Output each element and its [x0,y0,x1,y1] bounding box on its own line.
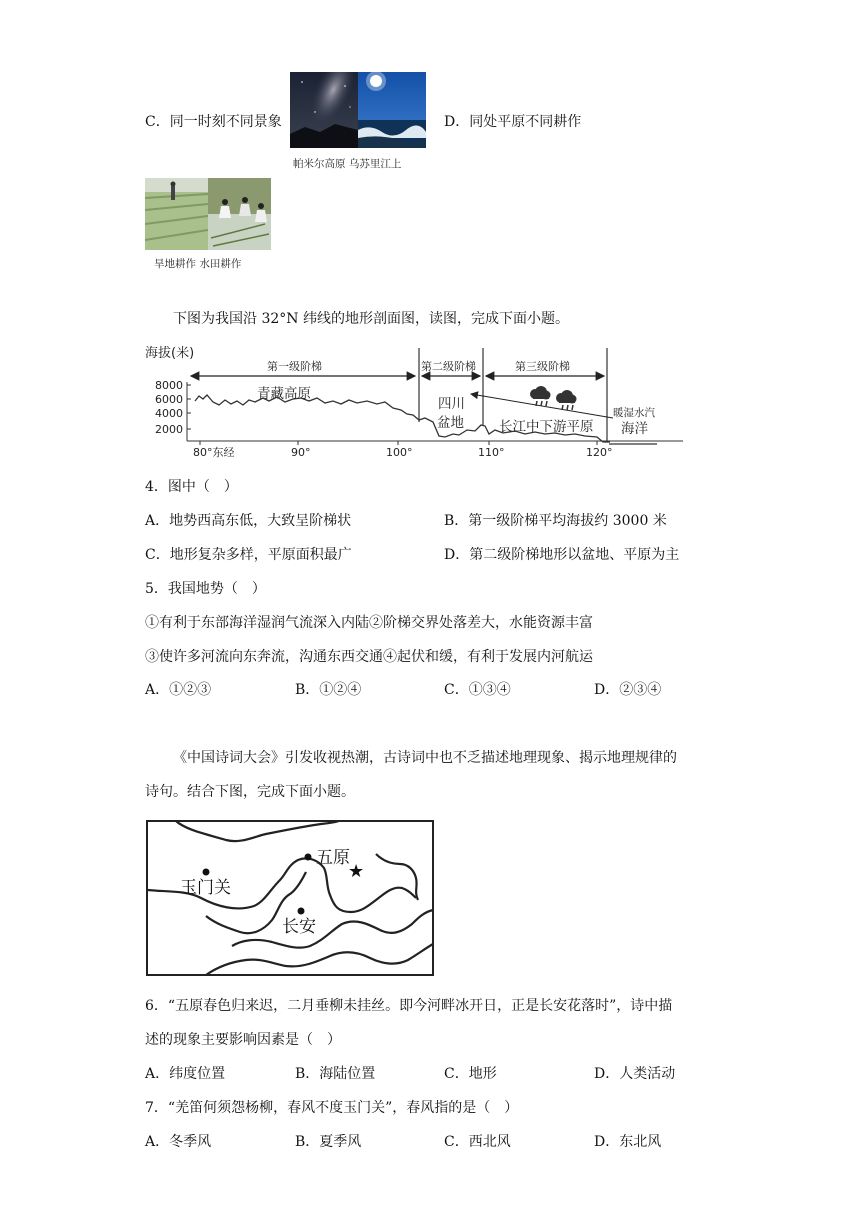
rain-cloud-icon [556,390,577,410]
q6-option-a[interactable]: A．纬度位置 [145,1066,226,1082]
basin-label-2: 盆地 [437,415,464,431]
wuyuan-label: 五原 [316,848,350,868]
q6-line-1: 6．“五原春色归来迟，二月垂柳未挂丝。即今河畔冰开日，正是长安花落时”，诗中描 [145,998,673,1014]
q7-stem: 7．“羌笛何须怨杨柳，春风不度玉门关”，春风指的是（ ） [145,1100,519,1116]
plain-label: 长江中下游平原 [499,419,594,435]
photo-farming [145,178,271,250]
q5-option-d[interactable]: D．②③④ [594,682,662,698]
xtick: 80°东经 [193,446,235,459]
basin-label-1: 四川 [438,396,465,412]
passage-poetry-line2: 诗句。结合下图，完成下面小题。 [145,784,355,800]
changan-dot [298,908,305,915]
yumenguan-label: 玉门关 [180,878,231,898]
ocean-label: 海洋 [621,421,648,437]
ytick: 2000 [155,423,183,436]
photo1-caption: 帕米尔高原 乌苏里江上 [293,158,402,170]
q4-stem: 4．图中（ ） [145,479,238,495]
xtick: 100° [386,446,413,459]
q4-option-d[interactable]: D．第二级阶梯地形以盆地、平原为主 [444,547,680,563]
ytick: 8000 [155,379,183,392]
rain-cloud-icon [530,386,551,406]
q5-stem: 5．我国地势（ ） [145,581,266,597]
q6-line-2: 述的现象主要影响因素是（ ） [145,1032,341,1048]
step3-label: 第三级阶梯 [515,360,570,373]
map-frame [147,821,433,975]
yumenguan-dot [203,869,210,876]
q4-option-b[interactable]: B．第一级阶梯平均海拔约 3000 米 [444,513,667,529]
q7-option-d[interactable]: D．东北风 [594,1134,662,1150]
ytick: 4000 [155,407,183,420]
xtick: 110° [478,446,505,459]
xtick: 90° [291,446,311,459]
plateau-label: 青藏高原 [257,386,311,402]
q4-option-c[interactable]: C．地形复杂多样，平原面积最广 [145,547,352,563]
option-c[interactable]: C．同一时刻不同景象 [145,114,282,130]
option-d[interactable]: D．同处平原不同耕作 [444,114,582,130]
q5-line-1: ①有利于东部海洋湿润气流深入内陆②阶梯交界处落差大，水能资源丰富 [145,615,593,631]
vapor-label: 暖湿水汽 [613,407,655,419]
xtick: 120° [586,446,613,459]
q6-option-d[interactable]: D．人类活动 [594,1066,676,1082]
q7-option-a[interactable]: A．冬季风 [145,1134,212,1150]
photo-pamir-ussuri [290,72,426,148]
q7-option-c[interactable]: C．西北风 [444,1134,511,1150]
q5-option-b[interactable]: B．①②④ [295,682,362,698]
q6-option-c[interactable]: C．地形 [444,1066,497,1082]
step1-label: 第一级阶梯 [267,360,322,373]
map-figure [146,820,434,976]
q4-option-a[interactable]: A．地势西高东低，大致呈阶梯状 [145,513,352,529]
passage-profile: 下图为我国沿 32°N 纬线的地形剖面图，读图，完成下面小题。 [173,311,569,327]
wuyuan-dot [305,854,312,861]
changan-label: 长安 [282,917,316,937]
q5-option-c[interactable]: C．①③④ [444,682,511,698]
q6-option-b[interactable]: B．海陆位置 [295,1066,376,1082]
star-icon: ★ [348,861,365,882]
passage-poetry-line1: 《中国诗词大会》引发收视热潮，古诗词中也不乏描述地理现象、揭示地理规律的 [173,750,677,766]
step2-label: 第二级阶梯 [421,360,476,373]
terrain-profile-figure [145,338,690,463]
ylabel: 海拔(米) [145,346,195,361]
ytick: 6000 [155,393,183,406]
q7-option-b[interactable]: B．夏季风 [295,1134,362,1150]
q5-option-a[interactable]: A．①②③ [145,682,212,698]
photo2-caption: 旱地耕作 水田耕作 [154,258,242,270]
q5-line-2: ③使许多河流向东奔流，沟通东西交通④起伏和缓，有利于发展内河航运 [145,649,593,665]
